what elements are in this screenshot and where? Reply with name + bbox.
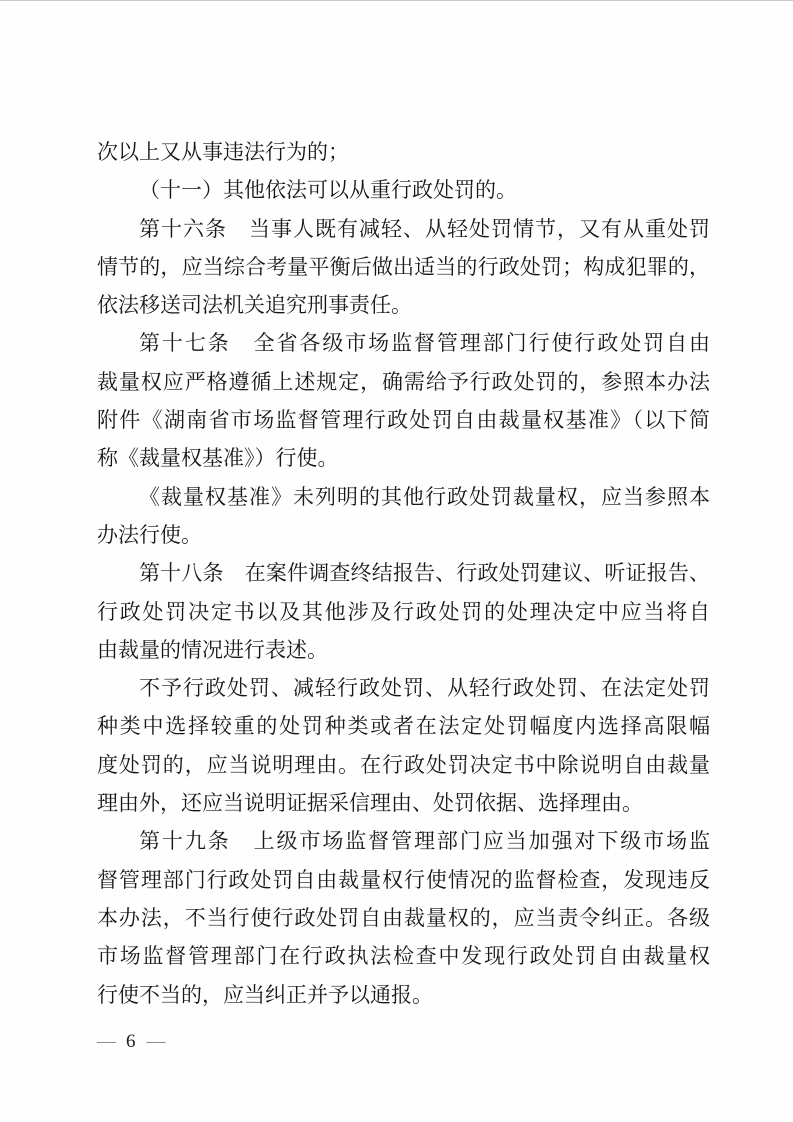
text-line: 督管理部门行政处罚自由裁量权行使情况的监督检查，发现违反 [97,868,710,892]
text-line: 称《裁量权基准》）行使。 [97,447,339,471]
page-number: 6 [126,1031,136,1052]
text-line: 第十八条 在案件调查终结报告、行政处罚建议、听证报告、 [139,562,710,586]
footer-dash-right: — [146,1031,165,1052]
text-line: 《裁量权基准》未列明的其他行政处罚裁量权，应当参照本 [139,485,710,509]
text-line: 第十六条 当事人既有减轻、从轻处罚情节，又有从重处罚 [139,217,710,241]
text-line: 由裁量的情况进行表述。 [97,638,328,662]
text-line: 裁量权应严格遵循上述规定，确需给予行政处罚的，参照本办法 [97,370,710,394]
document-body [97,134,710,1015]
text-line: 度处罚的，应当说明理由。在行政处罚决定书中除说明自由裁量 [97,753,710,777]
text-line: 第十七条 全省各级市场监督管理部门行使行政处罚自由 [139,332,710,356]
text-line: 办法行使。 [97,523,202,547]
text-line: 行使不当的，应当纠正并予以通报。 [97,983,433,1007]
text-line: （十一）其他依法可以从重行政处罚的。 [139,179,517,203]
text-line: 第十九条 上级市场监督管理部门应当加强对下级市场监 [139,830,710,854]
text-line: 情节的，应当综合考量平衡后做出适当的行政处罚；构成犯罪的， [97,255,710,279]
text-line: 理由外，还应当说明证据采信理由、处罚依据、选择理由。 [97,792,643,816]
text-line: 次以上又从事违法行为的； [97,141,349,164]
text-line: 附件《湖南省市场监督管理行政处罚自由裁量权基准》（以下简 [97,409,710,433]
text-line: 依法移送司法机关追究刑事责任。 [97,294,412,318]
scan-edge-line [0,0,793,1]
text-line: 本办法，不当行使行政处罚自由裁量权的，应当责令纠正。各级 [97,906,710,930]
text-line: 不予行政处罚、减轻行政处罚、从轻行政处罚、在法定处罚 [139,677,710,701]
footer-dash-left: — [97,1031,115,1052]
page-footer [97,1030,165,1054]
text-line: 市场监督管理部门在行政执法检查中发现行政处罚自由裁量权 [97,945,710,969]
text-line: 行政处罚决定书以及其他涉及行政处罚的处理决定中应当将自 [97,600,710,624]
text-line: 种类中选择较重的处罚种类或者在法定处罚幅度内选择高限幅 [97,715,710,739]
